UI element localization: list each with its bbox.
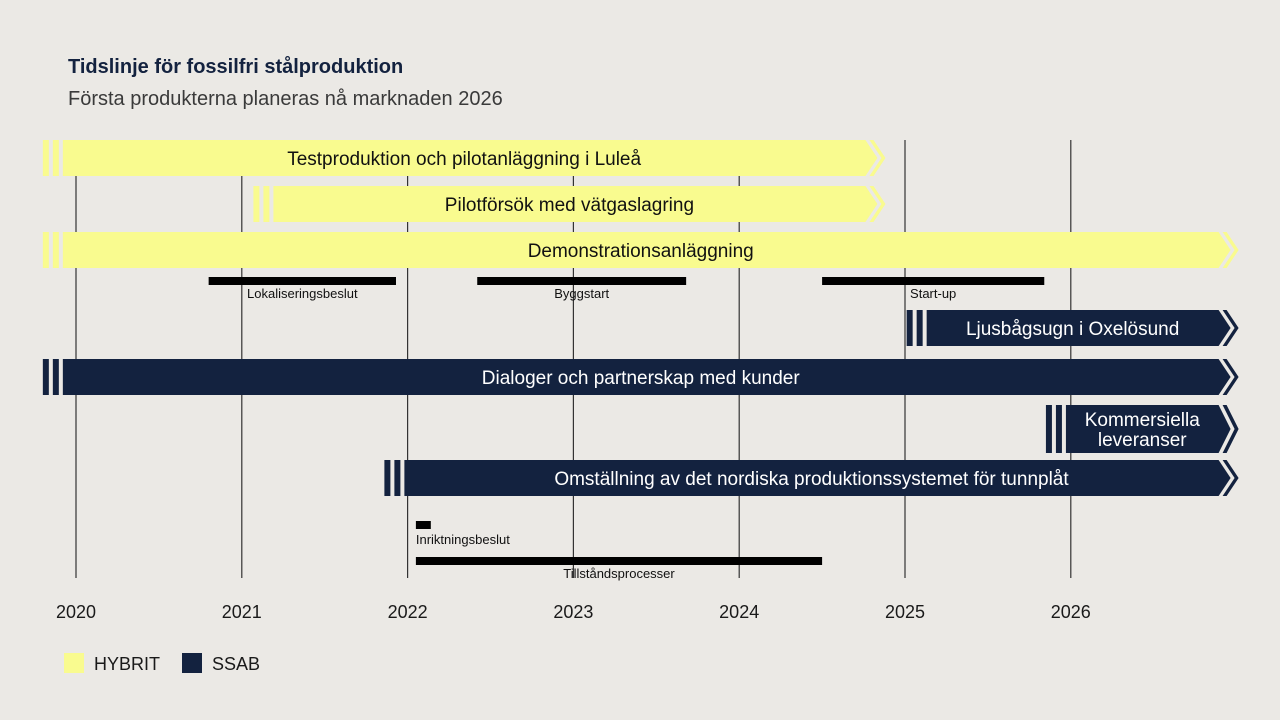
bar-4 xyxy=(907,310,1239,346)
bar-stripe xyxy=(253,186,259,222)
bar-1 xyxy=(43,140,886,176)
legend-swatch xyxy=(64,653,84,673)
milestone-5 xyxy=(416,557,822,581)
milestone-1 xyxy=(209,277,396,301)
milestone-bar xyxy=(477,277,686,285)
bar-label: Omställning av det nordiska produktionssystemet för tunnplåt xyxy=(554,469,1069,490)
milestone-bar xyxy=(416,557,822,565)
bar-stripe xyxy=(907,310,913,346)
milestone-label: Start-up xyxy=(910,286,957,301)
bar-stripe xyxy=(1056,405,1062,453)
year-label-2022: 2022 xyxy=(387,602,428,622)
bar-2 xyxy=(253,186,885,222)
bar-stripe xyxy=(53,359,59,395)
milestone-label: Tillståndsprocesser xyxy=(563,566,675,581)
milestone-label: Inriktningsbeslut xyxy=(415,532,510,547)
milestone-3 xyxy=(822,277,1044,301)
year-label-2026: 2026 xyxy=(1050,602,1091,622)
milestone-2 xyxy=(477,277,686,301)
bar-label: leveranser xyxy=(1097,430,1187,451)
bar-stripe xyxy=(917,310,923,346)
bar-label: Demonstrationsanläggning xyxy=(527,241,754,262)
year-label-2024: 2024 xyxy=(719,602,760,622)
bar-label: Ljusbågsugn i Oxelösund xyxy=(965,319,1180,340)
bar-3 xyxy=(43,232,1239,268)
bar-5 xyxy=(43,359,1239,395)
year-label-2025: 2025 xyxy=(884,602,926,622)
legend-item-hybrit xyxy=(64,653,160,674)
legend xyxy=(64,653,260,674)
timeline-bars xyxy=(43,140,1239,496)
bar-stripe xyxy=(263,186,269,222)
bar-stripe xyxy=(1046,405,1052,453)
year-axis xyxy=(56,602,1091,622)
legend-swatch xyxy=(182,653,202,673)
chart-title: Tidslinje för fossilfri stålproduktion xyxy=(68,56,404,78)
bar-label: Kommersiella xyxy=(1084,410,1200,431)
bar-stripe xyxy=(43,359,49,395)
bar-stripe xyxy=(394,460,400,496)
year-label-2020: 2020 xyxy=(55,602,97,622)
bar-6 xyxy=(1046,405,1239,453)
bar-7 xyxy=(384,460,1238,496)
milestone-label: Byggstart xyxy=(554,286,610,301)
bar-label: Pilotförsök med vätgaslagring xyxy=(444,195,695,216)
bar-label: Testproduktion och pilotanläggning i Luleå xyxy=(287,149,642,170)
legend-item-ssab xyxy=(182,653,260,674)
bar-stripe xyxy=(53,140,59,176)
year-label-2023: 2023 xyxy=(553,602,594,622)
milestone-bar xyxy=(209,277,396,285)
bar-stripe xyxy=(53,232,59,268)
bar-stripe xyxy=(43,140,49,176)
milestone-bar xyxy=(416,521,431,529)
year-label-2021: 2021 xyxy=(221,602,262,622)
milestone-label: Lokaliseringsbeslut xyxy=(247,286,358,301)
bar-label: Dialoger och partnerskap med kunder xyxy=(481,368,800,389)
milestone-bar xyxy=(822,277,1044,285)
legend-label: SSAB xyxy=(212,654,261,674)
milestone-4 xyxy=(416,521,510,547)
bar-stripe xyxy=(43,232,49,268)
chart-subtitle: Första produkterna planeras nå marknaden 2026 xyxy=(68,88,503,110)
bar-stripe xyxy=(384,460,390,496)
legend-label: HYBRIT xyxy=(94,654,161,674)
